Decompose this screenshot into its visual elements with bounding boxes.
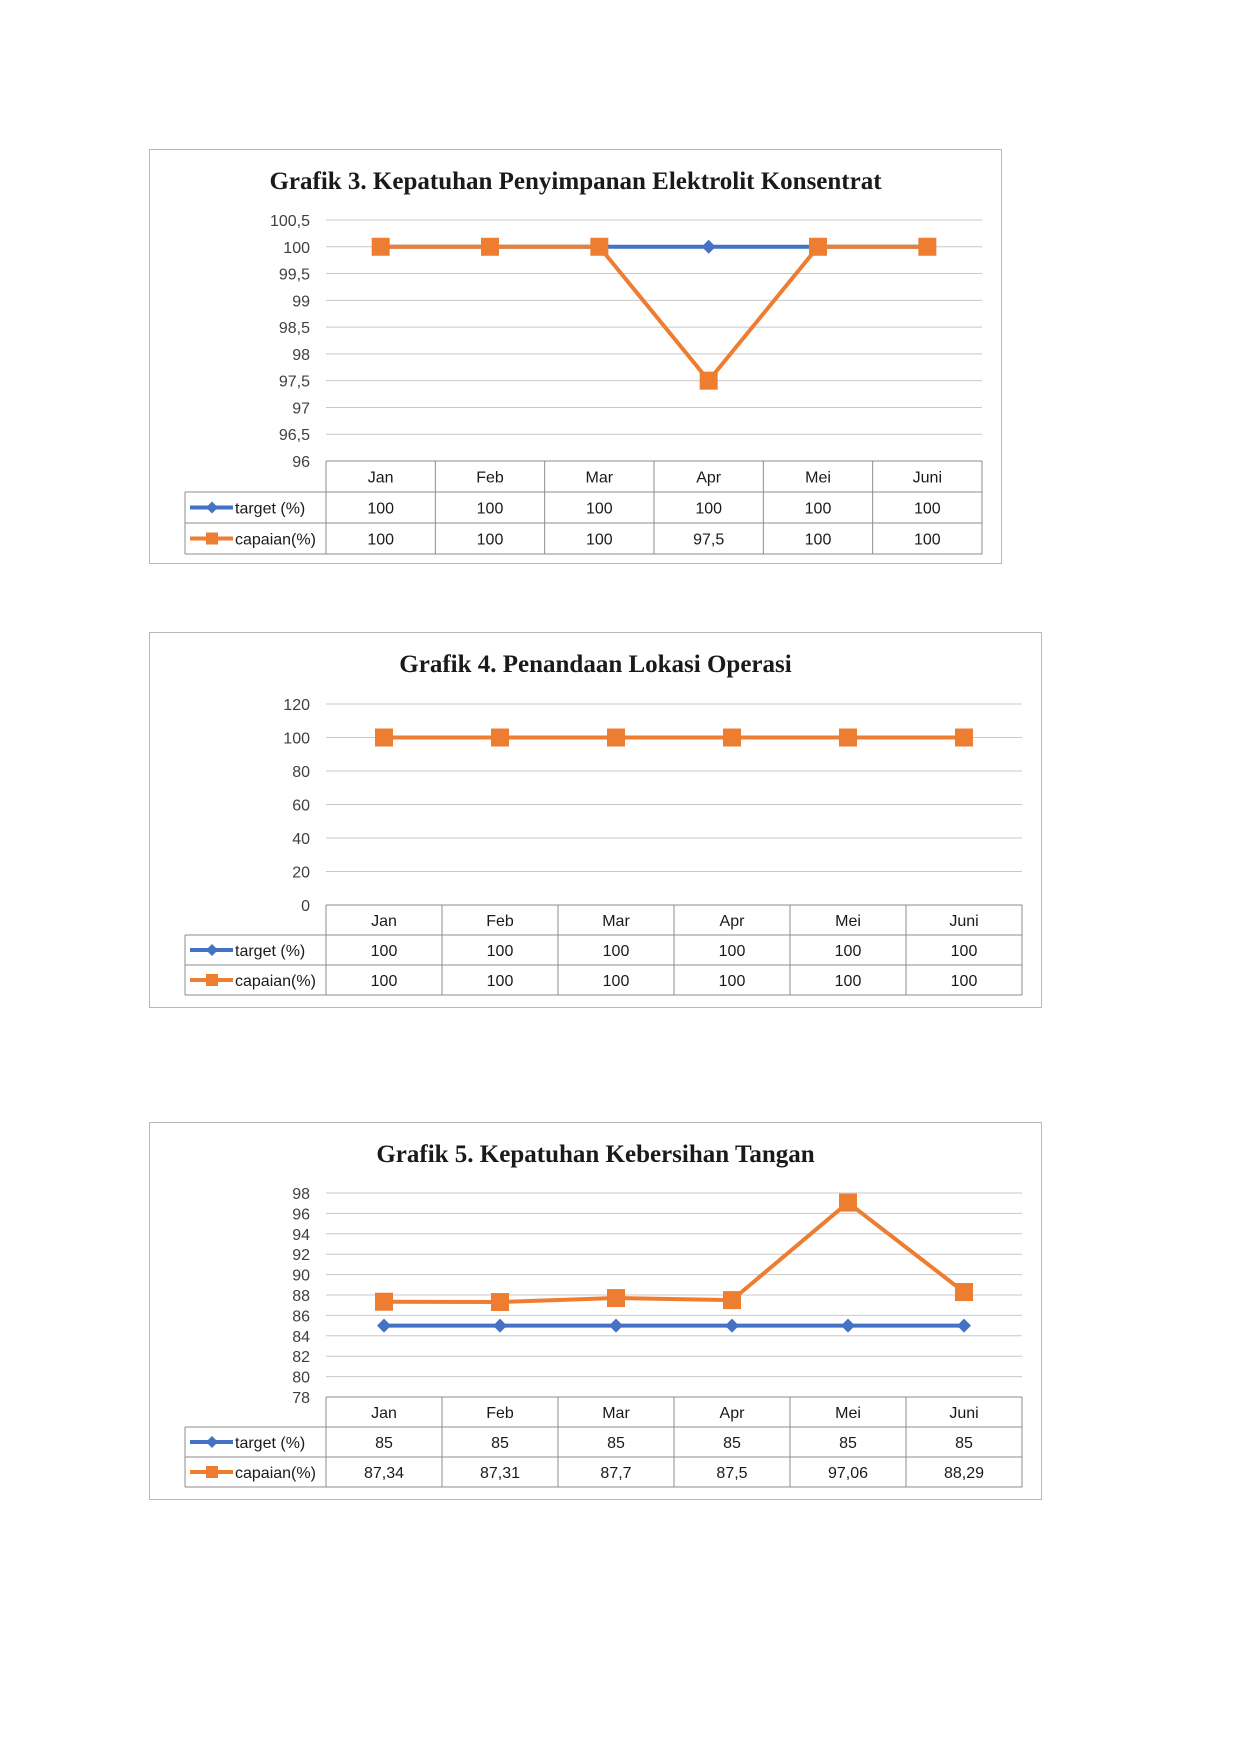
data-point-capaian <box>955 729 973 747</box>
data-point-capaian <box>700 372 718 390</box>
x-category-label: Mei <box>805 469 831 487</box>
data-point-capaian <box>723 1291 741 1309</box>
table-value: 100 <box>486 973 514 990</box>
table-value: 87,34 <box>363 1465 405 1482</box>
x-category-label: Juni <box>949 913 979 930</box>
data-point-capaian <box>607 729 625 747</box>
data-point-target <box>702 240 716 254</box>
y-tick-label: 97 <box>292 400 310 418</box>
data-point-capaian <box>491 729 509 747</box>
x-category-label: Jan <box>371 913 397 930</box>
y-tick-label: 96 <box>292 1206 310 1224</box>
data-point-capaian <box>918 238 936 256</box>
data-point-target <box>377 1319 391 1333</box>
legend-series-name: capaian(%) <box>235 973 316 990</box>
y-tick-label: 96,5 <box>278 427 310 445</box>
table-value: 85 <box>607 1435 625 1452</box>
table-value: 100 <box>476 531 504 549</box>
y-tick-label: 86 <box>292 1308 310 1326</box>
y-tick-label: 92 <box>292 1247 310 1265</box>
legend-series-name: target (%) <box>235 1435 306 1452</box>
table-value: 85 <box>839 1435 857 1452</box>
data-point-capaian <box>590 238 608 256</box>
x-category-label: Apr <box>719 913 745 930</box>
data-point-target <box>841 1319 855 1333</box>
table-value: 100 <box>834 973 862 990</box>
table-value: 97,5 <box>693 531 725 549</box>
table-value: 100 <box>585 500 613 518</box>
y-tick-label: 99 <box>292 293 310 311</box>
legend-series-name: target (%) <box>235 500 306 518</box>
x-category-label: Mei <box>835 1405 861 1422</box>
table-value: 100 <box>950 973 978 990</box>
y-tick-label: 96 <box>292 454 310 471</box>
y-tick-label: 88 <box>292 1288 310 1305</box>
y-tick-label: 120 <box>283 697 310 714</box>
legend-key-marker <box>206 974 218 986</box>
y-tick-label: 100 <box>283 730 310 748</box>
chart-3-title: Grafik 3. Kepatuhan Penyimpanan Elektrolit Konsentrat <box>269 168 882 195</box>
y-tick-label: 20 <box>292 864 310 882</box>
data-point-target <box>609 1319 623 1333</box>
data-point-capaian <box>375 729 393 747</box>
y-tick-label: 98,5 <box>278 320 310 338</box>
table-value: 100 <box>695 500 723 518</box>
legend-key-marker <box>206 1466 218 1478</box>
y-tick-label: 0 <box>301 898 310 915</box>
y-tick-label: 98 <box>292 346 310 364</box>
table-value: 100 <box>476 500 504 518</box>
data-point-capaian <box>607 1289 625 1307</box>
table-value: 87,5 <box>716 1465 748 1482</box>
y-tick-label: 98 <box>292 1186 310 1203</box>
x-category-label: Feb <box>486 1405 514 1422</box>
chart-5-frame <box>149 1122 1042 1500</box>
x-category-label: Mar <box>585 469 614 487</box>
y-tick-label: 80 <box>292 1369 310 1387</box>
legend-key-marker <box>206 533 218 545</box>
table-value: 100 <box>486 943 514 960</box>
y-tick-label: 100,5 <box>269 213 310 230</box>
table-value: 100 <box>602 943 630 960</box>
legend-series-name: capaian(%) <box>235 531 316 549</box>
table-value: 88,29 <box>943 1465 985 1482</box>
table-value: 100 <box>804 500 832 518</box>
chart-5-title: Grafik 5. Kepatuhan Kebersihan Tangan <box>376 1141 815 1168</box>
x-category-label: Juni <box>949 1405 979 1422</box>
table-value: 97,06 <box>827 1465 869 1482</box>
x-category-label: Juni <box>912 469 943 487</box>
table-value: 85 <box>955 1435 973 1452</box>
y-tick-label: 80 <box>292 764 310 781</box>
x-category-label: Jan <box>367 469 394 487</box>
data-point-target <box>957 1319 971 1333</box>
x-category-label: Feb <box>486 913 514 930</box>
data-point-capaian <box>375 1293 393 1311</box>
y-tick-label: 82 <box>292 1349 310 1367</box>
legend-key-marker <box>206 502 218 514</box>
y-tick-label: 60 <box>292 797 310 815</box>
legend-key-marker <box>206 1436 218 1448</box>
table-value: 100 <box>950 943 978 960</box>
chart-4-title: Grafik 4. Penandaan Lokasi Operasi <box>399 651 792 678</box>
x-category-label: Jan <box>371 1405 397 1422</box>
table-value: 85 <box>375 1435 393 1452</box>
legend-key-marker <box>206 944 218 956</box>
table-value: 100 <box>370 973 398 990</box>
x-category-label: Apr <box>719 1405 745 1422</box>
y-tick-label: 94 <box>292 1226 310 1244</box>
chart-3-plot <box>150 150 1003 565</box>
table-value: 100 <box>804 531 832 549</box>
table-value: 100 <box>602 973 630 990</box>
x-category-label: Feb <box>476 469 504 487</box>
y-tick-label: 78 <box>292 1390 310 1407</box>
data-point-target <box>493 1319 507 1333</box>
chart-4-plot <box>150 633 1043 1009</box>
chart-4-frame <box>149 632 1042 1008</box>
data-point-capaian <box>839 729 857 747</box>
data-point-capaian <box>372 238 390 256</box>
legend-series-name: target (%) <box>235 943 306 960</box>
y-tick-label: 84 <box>292 1328 310 1346</box>
y-tick-label: 100 <box>283 239 310 257</box>
chart-5-plot <box>150 1123 1043 1501</box>
data-point-capaian <box>481 238 499 256</box>
x-category-label: Mar <box>602 1405 630 1422</box>
table-value: 100 <box>370 943 398 960</box>
chart-3-frame <box>149 149 1002 564</box>
table-value: 100 <box>585 531 613 549</box>
x-category-label: Apr <box>696 469 722 487</box>
table-value: 100 <box>367 500 395 518</box>
data-point-target <box>725 1319 739 1333</box>
table-value: 100 <box>367 531 395 549</box>
series-line-capaian <box>381 247 928 381</box>
table-value: 100 <box>718 973 746 990</box>
data-point-capaian <box>723 729 741 747</box>
y-tick-label: 99,5 <box>278 266 310 284</box>
table-value: 100 <box>913 500 941 518</box>
x-category-label: Mar <box>602 913 630 930</box>
y-tick-label: 90 <box>292 1267 310 1285</box>
table-value: 100 <box>834 943 862 960</box>
table-value: 87,7 <box>600 1465 632 1482</box>
y-tick-label: 97,5 <box>278 373 310 391</box>
table-value: 85 <box>491 1435 509 1452</box>
table-value: 87,31 <box>479 1465 521 1482</box>
data-point-capaian <box>809 238 827 256</box>
data-point-capaian <box>491 1293 509 1311</box>
table-value: 85 <box>723 1435 741 1452</box>
x-category-label: Mei <box>835 913 861 930</box>
data-point-capaian <box>839 1194 857 1212</box>
series-line-capaian <box>384 1203 964 1302</box>
data-point-capaian <box>955 1283 973 1301</box>
table-value: 100 <box>913 531 941 549</box>
table-value: 100 <box>718 943 746 960</box>
y-tick-label: 40 <box>292 831 310 848</box>
legend-series-name: capaian(%) <box>235 1465 316 1482</box>
